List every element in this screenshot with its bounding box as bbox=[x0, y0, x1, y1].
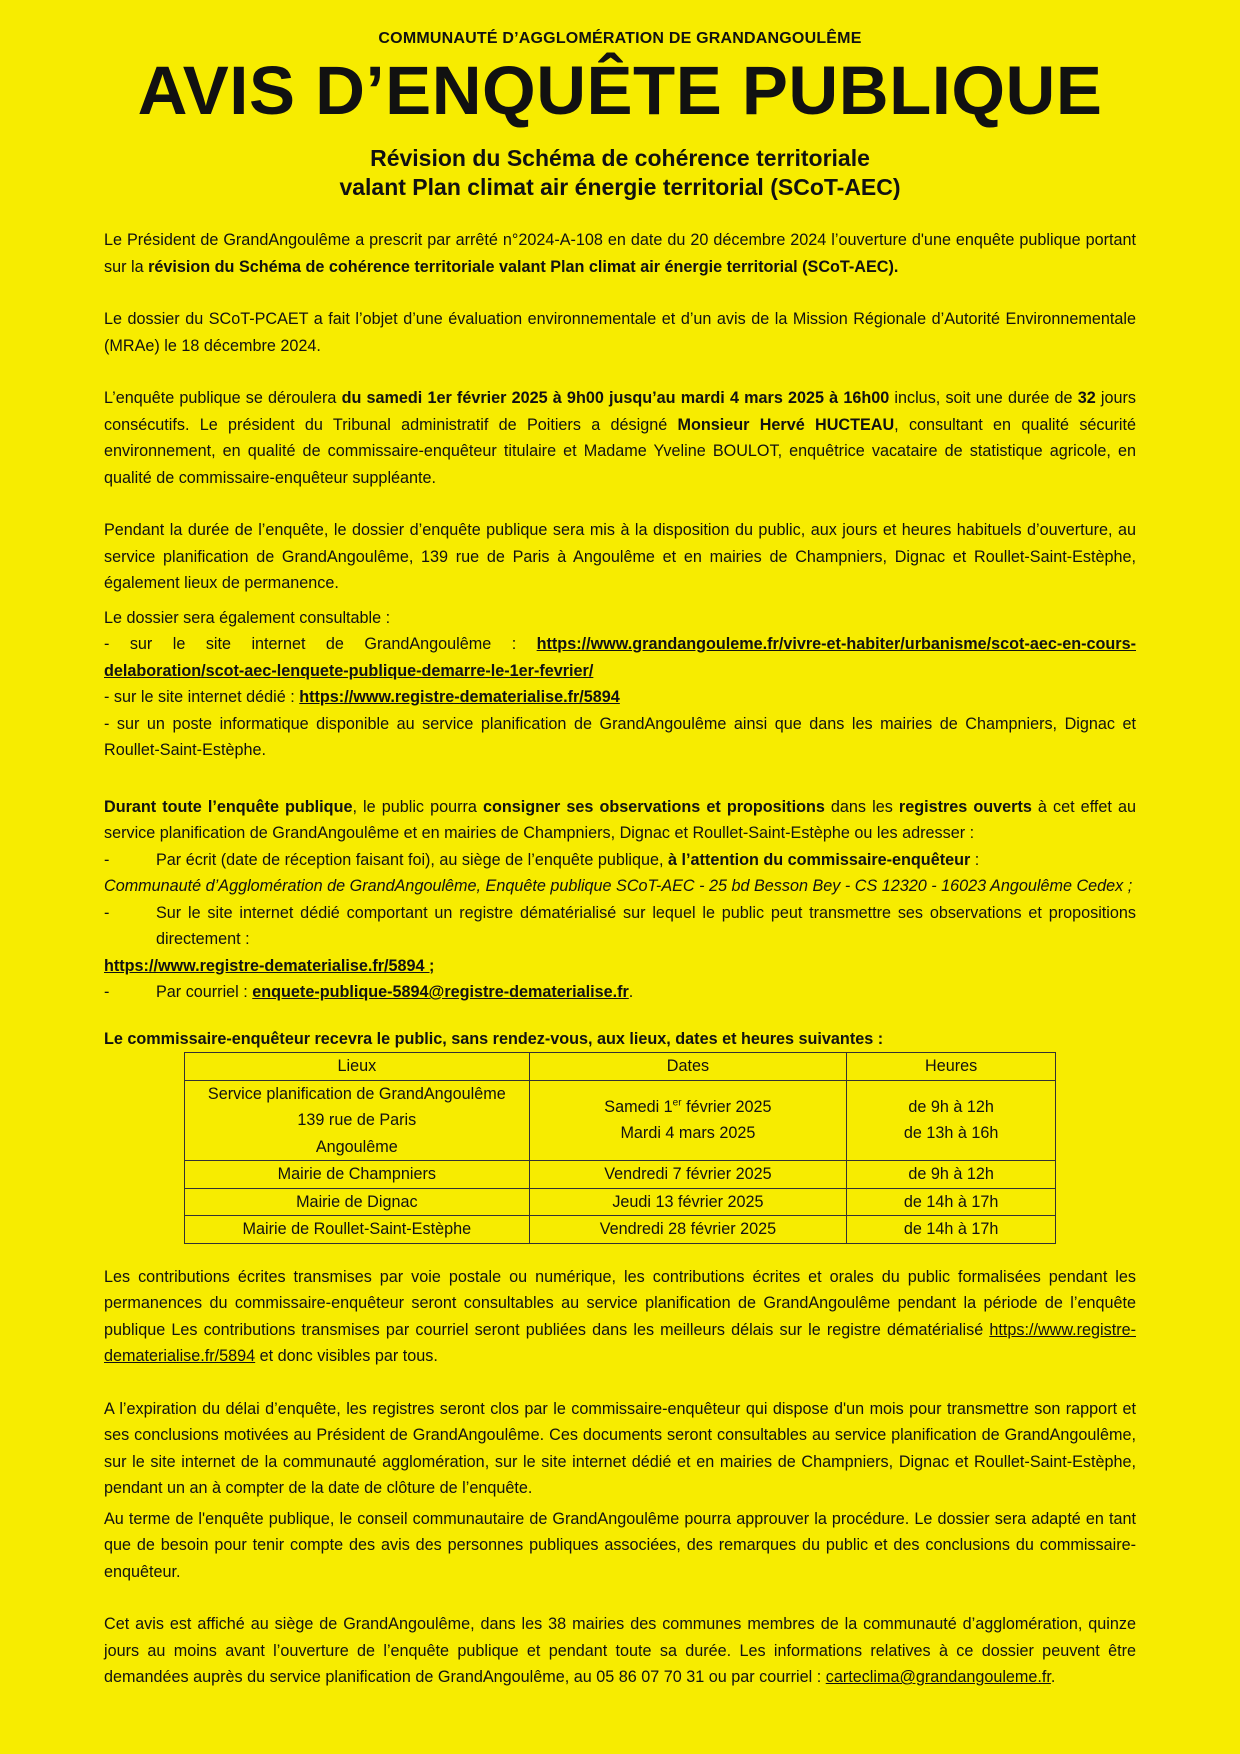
text: - sur le site internet de GrandAngoulême : bbox=[104, 635, 537, 653]
heure-cell: de 14h à 17h bbox=[847, 1216, 1056, 1244]
consultable-item-registre bbox=[104, 684, 1136, 711]
table-header-row bbox=[185, 1053, 1056, 1081]
lieu-cell: Mairie de Roullet-Saint-Estèphe bbox=[185, 1216, 530, 1244]
table-row bbox=[185, 1216, 1056, 1244]
text: Par courriel : bbox=[156, 983, 253, 1001]
text: Par écrit (date de réception faisant foi), au siège de l’enquête publique, bbox=[156, 850, 669, 869]
text: - sur le site internet dédié : bbox=[104, 688, 300, 706]
date-cell: Samedi 1er février 2025 Mardi 4 mars 2025 bbox=[529, 1080, 847, 1161]
table-row bbox=[185, 1161, 1056, 1189]
text: . bbox=[1050, 1668, 1056, 1686]
text: et donc visibles par tous. bbox=[255, 1347, 438, 1365]
paragraph-expiration: A l’expiration du délai d’enquête, les registres seront clos par le commissaire-enquêteur qui dispose d'un mois pour transmettre son rapport et ses conclusions motivées au Président de GrandAngoulême. Ces documents seront consultables au service planification de GrandAngoulême, sur le site internet de la communauté agglomération, sur le site internet dédié et en mairies de Champniers, Dignac et Roullet-Saint-Estèphe, pendant un an à compter de la date de clôture de l’enquête. bbox=[104, 1399, 1136, 1497]
consultable-item-computer: - sur un poste informatique disponible au service planification de GrandAngoulême ainsi que dans les mairies de Champniers, Dignac et Roullet-Saint-Estèphe. bbox=[104, 714, 1136, 759]
email-link[interactable]: enquete-publique-5894@registre-dematerialise.fr bbox=[252, 983, 629, 1001]
paragraph-observations bbox=[104, 794, 1136, 847]
heure-cell: de 14h à 17h bbox=[847, 1188, 1056, 1216]
bold-text: 32 bbox=[1077, 389, 1096, 407]
subtitle-line-2: valant Plan climat air énergie territorial (SCoT-AEC) bbox=[339, 174, 901, 200]
list-item-courriel bbox=[104, 979, 1136, 1006]
bold-text: registres ouverts bbox=[898, 797, 1032, 816]
column-header-lieux: Lieux bbox=[185, 1053, 530, 1081]
consultable-intro: Le dossier sera également consultable : bbox=[104, 608, 391, 627]
schedule-table bbox=[184, 1052, 1056, 1244]
paragraph-affichage bbox=[104, 1611, 1136, 1691]
dash-bullet: - bbox=[104, 903, 110, 922]
date-cell: Jeudi 13 février 2025 bbox=[529, 1188, 847, 1216]
text: inclus, soit une durée de bbox=[889, 389, 1078, 407]
text: L’enquête publique se déroulera bbox=[104, 389, 342, 407]
bold-text: à l’attention du commissaire-enquêteur bbox=[668, 850, 971, 869]
text: Cet avis est affiché au siège de GrandAngoulême, dans les 38 mairies des communes membres de la communauté d’agglomération, quinze jours au moins avant l’ouverture de l’enquête publique et pendant toute sa durée. Les informations relatives à ce dossier peuvent être demandées auprès du service planification de GrandAngoulême, au 05 86 07 70 31 ou par courriel : bbox=[104, 1615, 1136, 1686]
consultable-item-website bbox=[104, 631, 1136, 684]
text: Sur le site internet dédié comportant un registre dématérialisé sur lequel le public peut transmettre ses observations et propositions directement : bbox=[156, 903, 1136, 948]
dash-bullet: - bbox=[104, 850, 110, 869]
registre-link[interactable]: https://www.registre-dematerialise.fr/5894 bbox=[299, 688, 620, 706]
heure-cell: de 9h à 12h bbox=[847, 1161, 1056, 1189]
lieu-cell: Mairie de Champniers bbox=[185, 1161, 530, 1189]
subtitle bbox=[104, 144, 1136, 202]
paragraph-conclusion: Au terme de l'enquête publique, le conseil communautaire de GrandAngoulême pourra approuver la procédure. Le dossier sera adapté en tant que de besoin pour tenir compte des avis des personnes publiques associées, des remarques du public et des conclusions du commissaire-enquêteur. bbox=[104, 1509, 1136, 1581]
page-title: AVIS D’ENQUÊTE PUBLIQUE bbox=[137, 52, 1103, 129]
grandangouleme-link[interactable]: https://www.grandangouleme.fr/vivre-et-habiter/urbanisme/scot-aec-en-cours-delaboration/scot-aec-lenquete-publique-demarre-le-1er-fevrier/ bbox=[104, 635, 1136, 680]
paragraph-dossier-availability: Pendant la durée de l’enquête, le dossier d’enquête publique sera mis à la disposition du public, aux jours et heures habituels d’ouverture, au service planification de GrandAngoulême, 139 rue de Paris à Angoulême et en mairies de Champniers, Dignac et Roullet-Saint-Estèphe, également lieux de permanence. bbox=[104, 521, 1136, 592]
text: , consultant en qualité sécurité environnement, en qualité de commissaire-enquêteur titulaire et Madame Yveline BOULOT, enquêtrice vacataire de statistique agricole, en qualité de commissaire-enquêteur suppléante. bbox=[104, 415, 1136, 487]
schedule-heading: Le commissaire-enquêteur recevra le public, sans rendez-vous, aux lieux, dates et heures suivantes : bbox=[104, 1029, 884, 1048]
text: à cet effet au service planification de GrandAngoulême et en mairies de Champniers, Dignac et Roullet-Saint-Estèphe ou les adresser : bbox=[104, 797, 1136, 842]
registre-link[interactable]: https://www.registre-dematerialise.fr/5894 ; bbox=[104, 956, 435, 975]
text: Les contributions écrites transmises par voie postale ou numérique, les contributions écrites et orales du public formalisées pendant les permanences du commissaire-enquêteur seront consultables au service planification de GrandAngoulême pendant la période de l’enquête publique Les contributions transmises par courriel seront publiées dans les meilleurs délais sur le registre dématérialisé bbox=[104, 1267, 1136, 1339]
column-header-dates: Dates bbox=[529, 1053, 847, 1081]
date-cell: Vendredi 28 février 2025 bbox=[529, 1216, 847, 1244]
text: : bbox=[970, 850, 980, 869]
registre-link[interactable]: https://www.registre-dematerialise.fr/5894 bbox=[104, 1320, 1136, 1365]
date-cell: Vendredi 7 février 2025 bbox=[529, 1161, 847, 1189]
text: , le public pourra bbox=[352, 797, 483, 816]
list-item-ecrit bbox=[104, 847, 1136, 874]
list-item-site bbox=[104, 900, 1136, 953]
bold-text: consigner ses observations et propositions bbox=[482, 797, 825, 816]
column-header-heures: Heures bbox=[847, 1053, 1056, 1081]
notice-body bbox=[104, 227, 1136, 1691]
text: Le Président de GrandAngoulême a prescrit par arrêté n°2024-A-108 en date du 20 décembre 2024 l’ouverture d'une enquête publique portant sur la bbox=[104, 231, 1136, 276]
paragraph-prescription bbox=[104, 227, 1136, 280]
text: jours consécutifs. Le président du Tribunal administratif de Poitiers a désigné bbox=[104, 389, 1136, 434]
postal-address: Communauté d’Agglomération de GrandAngoulême, Enquête publique SCoT-AEC - 25 bd Besson Bey - CS 12320 - 16023 Angoulême Cedex ; bbox=[104, 877, 1133, 895]
bold-text: Monsieur Hervé HUCTEAU bbox=[677, 415, 895, 434]
organization-name: COMMUNAUTÉ D’AGGLOMÉRATION DE GRANDANGOULÊME bbox=[378, 30, 862, 47]
lieu-cell: Service planification de GrandAngoulême 139 rue de Paris Angoulême bbox=[185, 1080, 530, 1161]
text: dans les bbox=[824, 797, 899, 816]
subtitle-line-1: Révision du Schéma de cohérence territoriale bbox=[370, 145, 870, 171]
lieu-cell: Mairie de Dignac bbox=[185, 1188, 530, 1216]
email-link[interactable]: carteclima@grandangouleme.fr bbox=[825, 1668, 1051, 1686]
table-row bbox=[185, 1080, 1056, 1161]
table-row bbox=[185, 1188, 1056, 1216]
paragraph-contributions bbox=[104, 1264, 1136, 1370]
bold-text: révision du Schéma de cohérence territoriale valant Plan climat air énergie territorial (SCoT-AEC). bbox=[148, 257, 899, 276]
paragraph-evaluation: Le dossier du SCoT-PCAET a fait l’objet d’une évaluation environnementale et d’un avis de la Mission Régionale d’Autorité Environnementale (MRAe) le 18 décembre 2024. bbox=[104, 310, 1136, 355]
bold-text: Durant toute l’enquête publique bbox=[104, 797, 353, 816]
dash-bullet: - bbox=[104, 983, 110, 1001]
paragraph-dates bbox=[104, 385, 1136, 491]
bold-text: du samedi 1er février 2025 à 9h00 jusqu’au mardi 4 mars 2025 à 16h00 bbox=[341, 389, 890, 407]
heure-cell: de 9h à 12h de 13h à 16h bbox=[847, 1080, 1056, 1161]
list-item-site-cont bbox=[104, 953, 1136, 980]
text: . bbox=[628, 983, 634, 1001]
